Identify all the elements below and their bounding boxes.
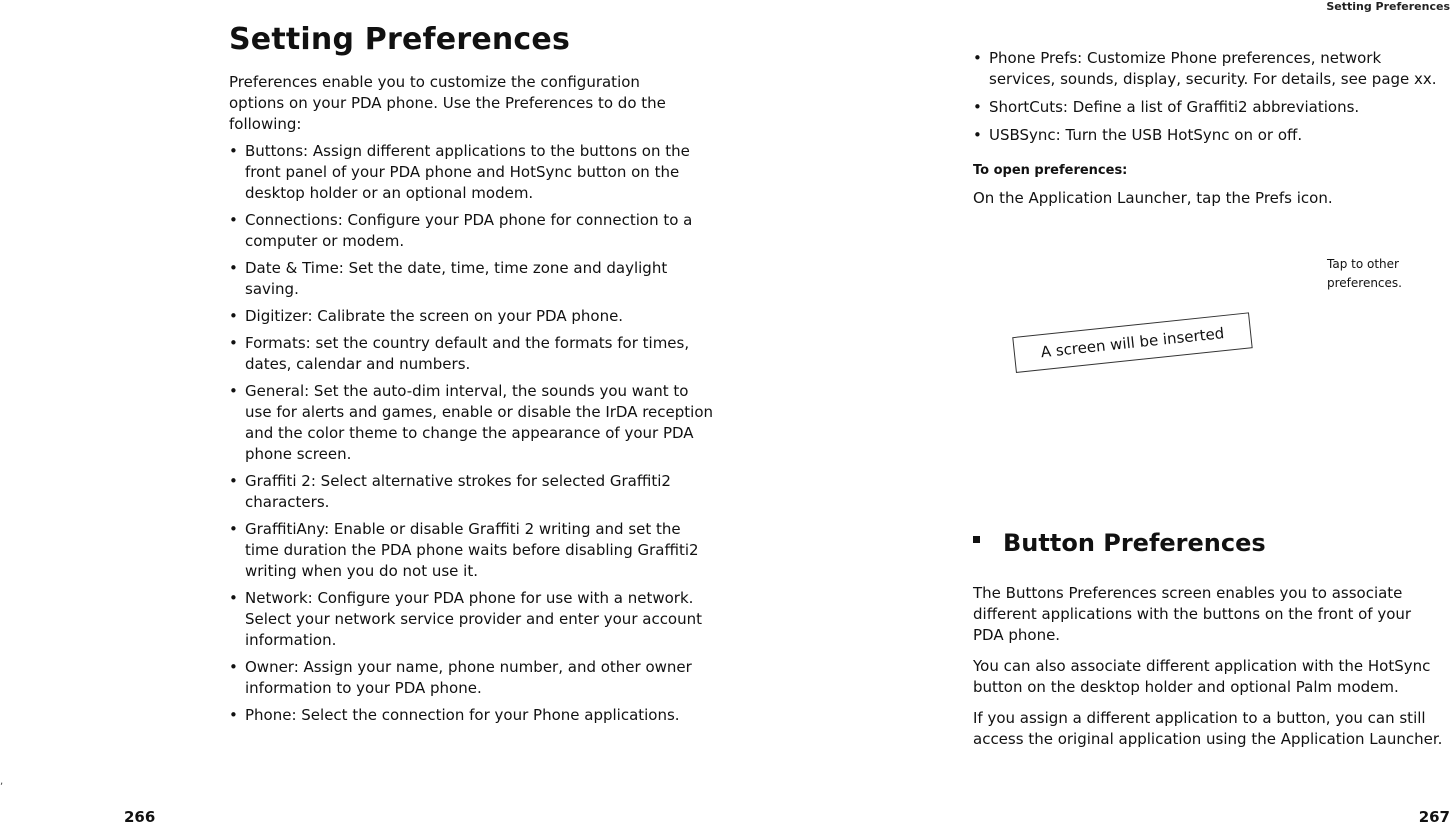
list-item: • Graffiti 2: Select alternative strokes for selected Graffiti2 characters. [229,471,719,513]
list-item: • GraffitiAny: Enable or disable Graffiti 2 writing and set the time duration the PDA phone waits before disabling Graffiti2 writing when you do not use it. [229,519,719,582]
section-heading [973,529,1266,557]
body-paragraph: You can also associate different application with the HotSync button on the desktop holder and optional Palm modem. [973,657,1431,696]
list-item: • Buttons: Assign different applications to the buttons on the front panel of your PDA phone and HotSync button on the desktop holder or an optional modem. [229,141,719,204]
list-item: • Date & Time: Set the date, time, time zone and daylight saving. [229,258,719,300]
preferences-list-continued [973,48,1443,146]
instruction-step: On the Application Launcher, tap the Prefs icon. [973,189,1333,207]
intro-paragraph: Preferences enable you to customize the configuration options on your PDA phone. Use the Preferences to do the following: [229,73,666,133]
left-page-column [229,22,719,732]
preferences-list [229,141,719,726]
square-bullet-icon [973,536,980,543]
section-body [973,583,1445,760]
page-number-left: 266 [124,808,156,826]
list-item: • Phone: Select the connection for your Phone applications. [229,705,719,726]
list-item: • Digitizer: Calibrate the screen on your PDA phone. [229,306,719,327]
callout-note: Tap to other preferences. [1327,257,1402,290]
stray-mark: , [0,776,4,787]
list-item: • Connections: Configure your PDA phone for connection to a computer or modem. [229,210,719,252]
page-number-right: 267 [1418,808,1450,826]
list-item: • Phone Prefs: Customize Phone preferences, network services, sounds, display, security. For details, see page xx. [973,48,1443,90]
list-item: • ShortCuts: Define a list of Graffiti2 abbreviations. [973,97,1443,118]
body-paragraph: If you assign a different application to a button, you can still access the original application using the Application Launcher. [973,709,1443,748]
screen-placeholder [1012,312,1252,373]
right-page-column [973,48,1443,209]
list-item: • Formats: set the country default and the formats for times, dates, calendar and numbers. [229,333,719,375]
howto-heading: To open preferences: [973,163,1128,178]
list-item: • Owner: Assign your name, phone number, and other owner information to your PDA phone. [229,657,719,699]
section-heading-label: Button Preferences [1003,529,1266,557]
page-title: Setting Preferences [229,22,571,57]
list-item: • Network: Configure your PDA phone for use with a network. Select your network service provider and enter your account information. [229,588,719,651]
list-item: • General: Set the auto-dim interval, the sounds you want to use for alerts and games, enable or disable the IrDA reception and the color theme to change the appearance of your PDA phone screen. [229,381,719,465]
screen-placeholder-label: A screen will be inserted [1039,324,1226,362]
body-paragraph: The Buttons Preferences screen enables you to associate different applications with the buttons on the front of your PDA phone. [973,584,1412,644]
running-head: Setting Preferences [1326,0,1450,13]
list-item: • USBSync: Turn the USB HotSync on or off. [973,125,1443,146]
